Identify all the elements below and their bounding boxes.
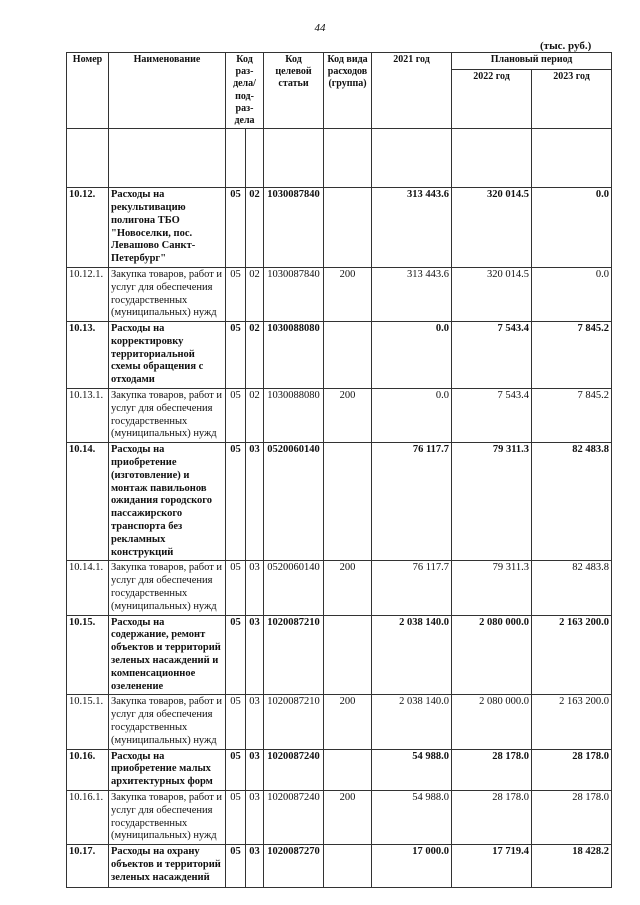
row-number: 10.15. (67, 615, 109, 695)
table-row (67, 188, 612, 268)
row-2021: 76 117.7 (372, 561, 452, 615)
table-row (67, 443, 612, 561)
row-2022: 320 014.5 (452, 267, 532, 321)
row-number: 10.16.1. (67, 790, 109, 844)
row-name: Расходы на корректировку территориальной схемы обращения с отходами (109, 322, 226, 389)
row-2023: 18 428.2 (532, 845, 612, 888)
header-name: Наименование (109, 53, 226, 129)
row-razdel: 05 (226, 695, 246, 749)
units-label: (тыс. руб.) (540, 40, 592, 52)
row-vid (324, 322, 372, 389)
page-number: 44 (314, 22, 326, 34)
row-2023: 28 178.0 (532, 790, 612, 844)
row-podrazdel: 03 (246, 561, 264, 615)
row-vid: 200 (324, 389, 372, 443)
table-row (67, 790, 612, 844)
row-name: Расходы на приобретение (изготовление) и монтаж павильонов ожидания городского пассажирского транспорта без рекламных конструкций (109, 443, 226, 561)
row-number: 10.16. (67, 749, 109, 790)
row-razdel: 05 (226, 443, 246, 561)
row-vid (324, 443, 372, 561)
row-number: 10.12.1. (67, 267, 109, 321)
row-target: 1030088080 (264, 389, 324, 443)
header-planned: Плановый период (452, 53, 612, 70)
row-2022: 2 080 000.0 (452, 615, 532, 695)
row-target: 0520060140 (264, 561, 324, 615)
header-2021: 2021 год (372, 53, 452, 129)
row-2021: 313 443.6 (372, 267, 452, 321)
table-row (67, 322, 612, 389)
row-podrazdel: 03 (246, 845, 264, 888)
budget-table (66, 52, 612, 888)
row-2023: 0.0 (532, 267, 612, 321)
row-2022: 7 543.4 (452, 322, 532, 389)
header-section: Код раз-дела/ под-раз-дела (226, 53, 264, 129)
row-number: 10.14.1. (67, 561, 109, 615)
row-name: Закупка товаров, работ и услуг для обеспечения государственных (муниципальных) нужд (109, 561, 226, 615)
row-vid: 200 (324, 561, 372, 615)
row-2023: 82 483.8 (532, 561, 612, 615)
row-2021: 0.0 (372, 389, 452, 443)
row-podrazdel: 03 (246, 749, 264, 790)
row-name: Закупка товаров, работ и услуг для обеспечения государственных (муниципальных) нужд (109, 389, 226, 443)
row-number: 10.17. (67, 845, 109, 888)
row-name: Расходы на приобретение малых архитектурных форм (109, 749, 226, 790)
row-name: Закупка товаров, работ и услуг для обеспечения государственных (муниципальных) нужд (109, 790, 226, 844)
table-row (67, 845, 612, 888)
row-target: 1030087840 (264, 188, 324, 268)
row-2023: 7 845.2 (532, 389, 612, 443)
table-row (67, 389, 612, 443)
row-vid (324, 845, 372, 888)
row-name: Расходы на содержание, ремонт объектов и территорий зеленых насаждений и компенсационное озеленение (109, 615, 226, 695)
row-vid: 200 (324, 695, 372, 749)
row-2022: 320 014.5 (452, 188, 532, 268)
table-row (67, 561, 612, 615)
row-target: 1030088080 (264, 322, 324, 389)
row-2022: 79 311.3 (452, 443, 532, 561)
row-vid: 200 (324, 790, 372, 844)
row-razdel: 05 (226, 790, 246, 844)
row-razdel: 05 (226, 322, 246, 389)
row-2023: 28 178.0 (532, 749, 612, 790)
header-target: Код целевой статьи (264, 53, 324, 129)
row-razdel: 05 (226, 615, 246, 695)
row-razdel: 05 (226, 749, 246, 790)
row-2021: 17 000.0 (372, 845, 452, 888)
row-razdel: 05 (226, 389, 246, 443)
header-expense-type: Код вида расходов (группа) (324, 53, 372, 129)
row-2023: 82 483.8 (532, 443, 612, 561)
row-2023: 7 845.2 (532, 322, 612, 389)
row-podrazdel: 02 (246, 188, 264, 268)
row-target: 0520060140 (264, 443, 324, 561)
row-name: Расходы на охрану объектов и территорий зеленых насаждений (109, 845, 226, 888)
row-podrazdel: 03 (246, 790, 264, 844)
row-name: Расходы на рекультивацию полигона ТБО "Новоселки, пос. Левашово Санкт-Петербург" (109, 188, 226, 268)
row-target: 1020087210 (264, 615, 324, 695)
row-target: 1020087240 (264, 790, 324, 844)
row-name: Закупка товаров, работ и услуг для обеспечения государственных (муниципальных) нужд (109, 695, 226, 749)
row-podrazdel: 02 (246, 267, 264, 321)
row-vid: 200 (324, 267, 372, 321)
row-podrazdel: 02 (246, 389, 264, 443)
row-2022: 7 543.4 (452, 389, 532, 443)
header-2023: 2023 год (532, 70, 612, 129)
row-number: 10.14. (67, 443, 109, 561)
row-2023: 2 163 200.0 (532, 615, 612, 695)
table-row (67, 615, 612, 695)
row-podrazdel: 02 (246, 322, 264, 389)
row-2021: 76 117.7 (372, 443, 452, 561)
row-2021: 54 988.0 (372, 790, 452, 844)
row-target: 1030087840 (264, 267, 324, 321)
row-razdel: 05 (226, 267, 246, 321)
row-target: 1020087240 (264, 749, 324, 790)
row-2021: 0.0 (372, 322, 452, 389)
row-target: 1020087210 (264, 695, 324, 749)
header-number: Номер (67, 53, 109, 129)
row-razdel: 05 (226, 845, 246, 888)
row-2022: 28 178.0 (452, 790, 532, 844)
row-2022: 28 178.0 (452, 749, 532, 790)
table-row (67, 749, 612, 790)
row-number: 10.15.1. (67, 695, 109, 749)
row-2022: 79 311.3 (452, 561, 532, 615)
row-target: 1020087270 (264, 845, 324, 888)
row-2023: 2 163 200.0 (532, 695, 612, 749)
row-number: 10.13. (67, 322, 109, 389)
row-2021: 2 038 140.0 (372, 615, 452, 695)
row-vid (324, 749, 372, 790)
row-2023: 0.0 (532, 188, 612, 268)
row-podrazdel: 03 (246, 695, 264, 749)
header-2022: 2022 год (452, 70, 532, 129)
table-row (67, 267, 612, 321)
row-razdel: 05 (226, 188, 246, 268)
table-row (67, 695, 612, 749)
row-podrazdel: 03 (246, 443, 264, 561)
row-razdel: 05 (226, 561, 246, 615)
row-vid (324, 188, 372, 268)
row-2022: 17 719.4 (452, 845, 532, 888)
row-number: 10.12. (67, 188, 109, 268)
row-podrazdel: 03 (246, 615, 264, 695)
row-vid (324, 615, 372, 695)
row-2021: 54 988.0 (372, 749, 452, 790)
row-2021: 2 038 140.0 (372, 695, 452, 749)
row-2022: 2 080 000.0 (452, 695, 532, 749)
row-number: 10.13.1. (67, 389, 109, 443)
row-2021: 313 443.6 (372, 188, 452, 268)
row-name: Закупка товаров, работ и услуг для обеспечения государственных (муниципальных) нужд (109, 267, 226, 321)
